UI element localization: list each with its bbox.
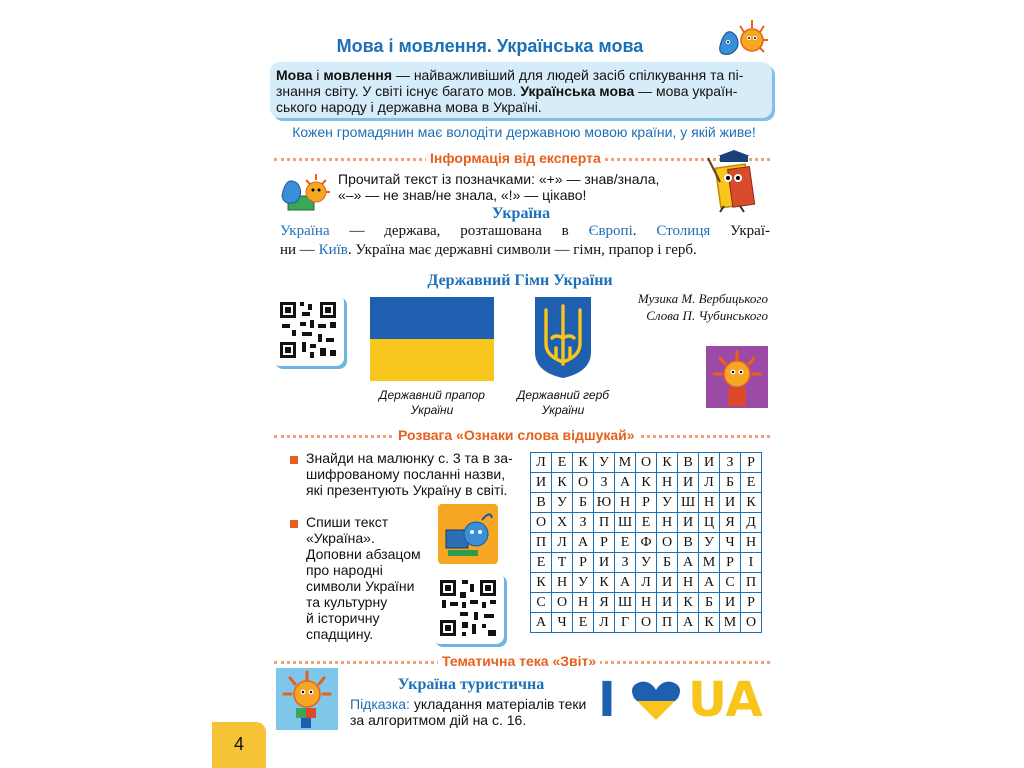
coat-of-arms-trident	[532, 294, 594, 380]
folder-hint	[350, 696, 590, 728]
grid-row	[531, 473, 762, 493]
grid-cell: К	[678, 593, 699, 613]
grid-cell: Ц	[699, 513, 720, 533]
grid-cell: О	[552, 593, 573, 613]
grid-cell: А	[615, 573, 636, 593]
grid-cell: У	[636, 553, 657, 573]
intro-line-2: знання світу. У світі існує багато мов. Українська мова — мова україн-	[276, 83, 738, 99]
grid-cell: А	[678, 613, 699, 633]
grid-cell: Е	[552, 453, 573, 473]
grid-cell: О	[636, 613, 657, 633]
page-number-tab	[212, 722, 266, 768]
grid-cell: Ш	[615, 513, 636, 533]
grid-cell: К	[594, 573, 615, 593]
grid-cell: К	[636, 473, 657, 493]
grid-cell: М	[615, 453, 636, 473]
grid-cell: О	[657, 533, 678, 553]
task-1-bullet	[290, 456, 298, 464]
i-love-ua-logo	[598, 672, 768, 728]
ukraine-line-1: Україна — держава, розташована в Європі. Столиця Украї-	[280, 223, 770, 239]
coat-of-arms-caption: Державний герб України	[516, 388, 610, 417]
grid-cell: Н	[657, 473, 678, 493]
grid-cell: И	[720, 593, 741, 613]
grid-cell: У	[594, 453, 615, 473]
page-number: 4	[233, 734, 244, 754]
grid-cell: З	[615, 553, 636, 573]
grid-cell: Д	[741, 513, 762, 533]
grid-cell: П	[594, 513, 615, 533]
logo-letters-ua: UA	[688, 672, 763, 728]
grid-cell: В	[678, 533, 699, 553]
grid-cell: Х	[552, 513, 573, 533]
logo-letter-i: I	[598, 672, 616, 728]
grid-row	[531, 573, 762, 593]
grid-cell: Н	[552, 573, 573, 593]
grid-cell: Е	[636, 513, 657, 533]
grid-cell: Н	[678, 573, 699, 593]
grid-cell: Н	[657, 513, 678, 533]
grid-cell: Р	[594, 533, 615, 553]
grid-cell: О	[531, 513, 552, 533]
grid-cell: А	[573, 533, 594, 553]
section-label-game: Розвага «Ознаки слова відшукай»	[394, 427, 639, 443]
grid-cell: У	[573, 573, 594, 593]
intro-definition-box	[270, 62, 772, 118]
grid-cell: О	[573, 473, 594, 493]
book-mascot-illustration	[700, 146, 772, 214]
flag-caption: Державний прапор України	[379, 388, 485, 417]
grid-cell: Л	[636, 573, 657, 593]
grid-cell: З	[720, 453, 741, 473]
grid-cell: А	[678, 553, 699, 573]
grid-cell: Ч	[552, 613, 573, 633]
grid-cell: Ч	[720, 533, 741, 553]
grid-cell: Н	[699, 493, 720, 513]
grid-cell: С	[720, 573, 741, 593]
ukraine-paragraph	[280, 222, 770, 260]
grid-cell: Р	[573, 553, 594, 573]
grid-cell: Н	[573, 593, 594, 613]
expert-line-2: «–» — не знав/не знала, «!» — цікаво!	[338, 187, 587, 203]
task-2-text: Спиши текст «Україна». Доповни абзацом про народні символи України та культурну й історичну спадщину.	[306, 514, 421, 642]
folder-heading: Україна туристична	[397, 676, 545, 693]
folder-hint-line-1: Підказка: укладання матеріалів теки	[350, 696, 587, 712]
grid-row	[531, 553, 762, 573]
grid-cell: С	[531, 593, 552, 613]
anthem-qr-code[interactable]	[272, 294, 344, 366]
grid-cell: М	[699, 553, 720, 573]
grid-cell: Ю	[594, 493, 615, 513]
ukraine-heading: Україна	[491, 205, 551, 222]
grid-cell: Л	[594, 613, 615, 633]
section-label-expert: Інформація від експерта	[426, 150, 605, 166]
grid-cell: Е	[573, 613, 594, 633]
task-qr-code[interactable]	[432, 572, 504, 644]
section-label-folder: Тематична тека «Звіт»	[438, 653, 600, 669]
grid-cell: П	[741, 573, 762, 593]
mascot-pair-illustration	[712, 16, 772, 60]
grid-cell: А	[615, 473, 636, 493]
grid-row	[531, 453, 762, 473]
word-search-table	[530, 452, 762, 633]
grid-cell: У	[699, 533, 720, 553]
grid-cell: Р	[720, 553, 741, 573]
grid-cell: Н	[636, 593, 657, 613]
grid-cell: Р	[636, 493, 657, 513]
grid-cell: И	[678, 473, 699, 493]
grid-cell: О	[636, 453, 657, 473]
intro-line-3: ського народу і державна мова в Україні.	[276, 99, 542, 115]
grid-cell: Я	[720, 513, 741, 533]
grid-cell: Л	[531, 453, 552, 473]
grid-cell: И	[657, 593, 678, 613]
grid-cell: Т	[552, 553, 573, 573]
grid-cell: І	[741, 553, 762, 573]
grid-cell: В	[531, 493, 552, 513]
grid-cell: К	[552, 473, 573, 493]
grid-cell: У	[657, 493, 678, 513]
grid-cell: В	[678, 453, 699, 473]
grid-cell: И	[678, 513, 699, 533]
word-search-grid	[530, 452, 762, 633]
grid-cell: Б	[573, 493, 594, 513]
grid-cell: И	[531, 473, 552, 493]
heart-icon	[630, 680, 682, 722]
page-title: Мова і мовлення. Українська мова	[336, 36, 644, 56]
grid-cell: Н	[741, 533, 762, 553]
grid-cell: П	[657, 613, 678, 633]
grid-cell: Е	[741, 473, 762, 493]
grid-cell: Н	[615, 493, 636, 513]
grid-cell: Ф	[636, 533, 657, 553]
task-1-text: Знайди на малюнку с. 3 та в за- шифрованому посланні назви, які презентують Україну в світі.	[306, 450, 513, 498]
grid-cell: З	[573, 513, 594, 533]
grid-row	[531, 493, 762, 513]
grid-cell: К	[657, 453, 678, 473]
grid-cell: О	[741, 613, 762, 633]
expert-text	[338, 171, 690, 203]
grid-cell: А	[531, 613, 552, 633]
grid-cell: У	[552, 493, 573, 513]
grid-cell: К	[699, 613, 720, 633]
grid-cell: П	[531, 533, 552, 553]
anthem-heading: Державний Гімн України	[427, 272, 613, 289]
grid-cell: Л	[699, 473, 720, 493]
grid-row	[531, 533, 762, 553]
grid-cell: К	[573, 453, 594, 473]
grid-cell: А	[699, 573, 720, 593]
grid-cell: Б	[720, 473, 741, 493]
mascot-reading-illustration	[276, 168, 332, 214]
grid-cell: Г	[615, 613, 636, 633]
folder-hint-line-2: за алгоритмом дій на с. 16.	[350, 712, 527, 728]
grid-cell: Е	[615, 533, 636, 553]
folder-mascot-picture	[276, 668, 338, 730]
expert-line-1: Прочитай текст із позначками: «+» — знав/знала,	[338, 171, 660, 187]
grid-cell: Б	[657, 553, 678, 573]
motto-text: Кожен громадянин має володіти державною мовою країни, у якій живе!	[292, 124, 756, 140]
grid-cell: Б	[699, 593, 720, 613]
grid-cell: И	[720, 493, 741, 513]
grid-cell: К	[531, 573, 552, 593]
intro-line-1: Мова і мовлення — найважливіший для людей засіб спілкування та пі-	[276, 67, 744, 83]
grid-cell: Ш	[678, 493, 699, 513]
ukraine-line-2: ни — Київ. Україна має державні символи — гімн, прапор і герб.	[280, 242, 697, 258]
grid-row	[531, 593, 762, 613]
task-2-bullet	[290, 520, 298, 528]
grid-cell: И	[594, 553, 615, 573]
grid-row	[531, 513, 762, 533]
grid-cell: З	[594, 473, 615, 493]
grid-cell: Р	[741, 453, 762, 473]
grid-cell: Е	[531, 553, 552, 573]
grid-cell: Л	[552, 533, 573, 553]
grid-cell: И	[657, 573, 678, 593]
grid-cell: И	[699, 453, 720, 473]
anthem-music-credit: Музика М. Вербицького	[637, 291, 768, 306]
grid-cell: Ш	[615, 593, 636, 613]
grid-cell: М	[720, 613, 741, 633]
grid-row	[531, 613, 762, 633]
anthem-credits	[590, 290, 768, 324]
grid-cell: Я	[594, 593, 615, 613]
grid-cell: К	[741, 493, 762, 513]
ukraine-flag	[370, 297, 494, 381]
sun-mascot-picture	[706, 346, 768, 408]
grid-cell: Р	[741, 593, 762, 613]
anthem-words-credit: Слова П. Чубинського	[646, 308, 768, 323]
computer-mascot-picture	[438, 504, 498, 564]
